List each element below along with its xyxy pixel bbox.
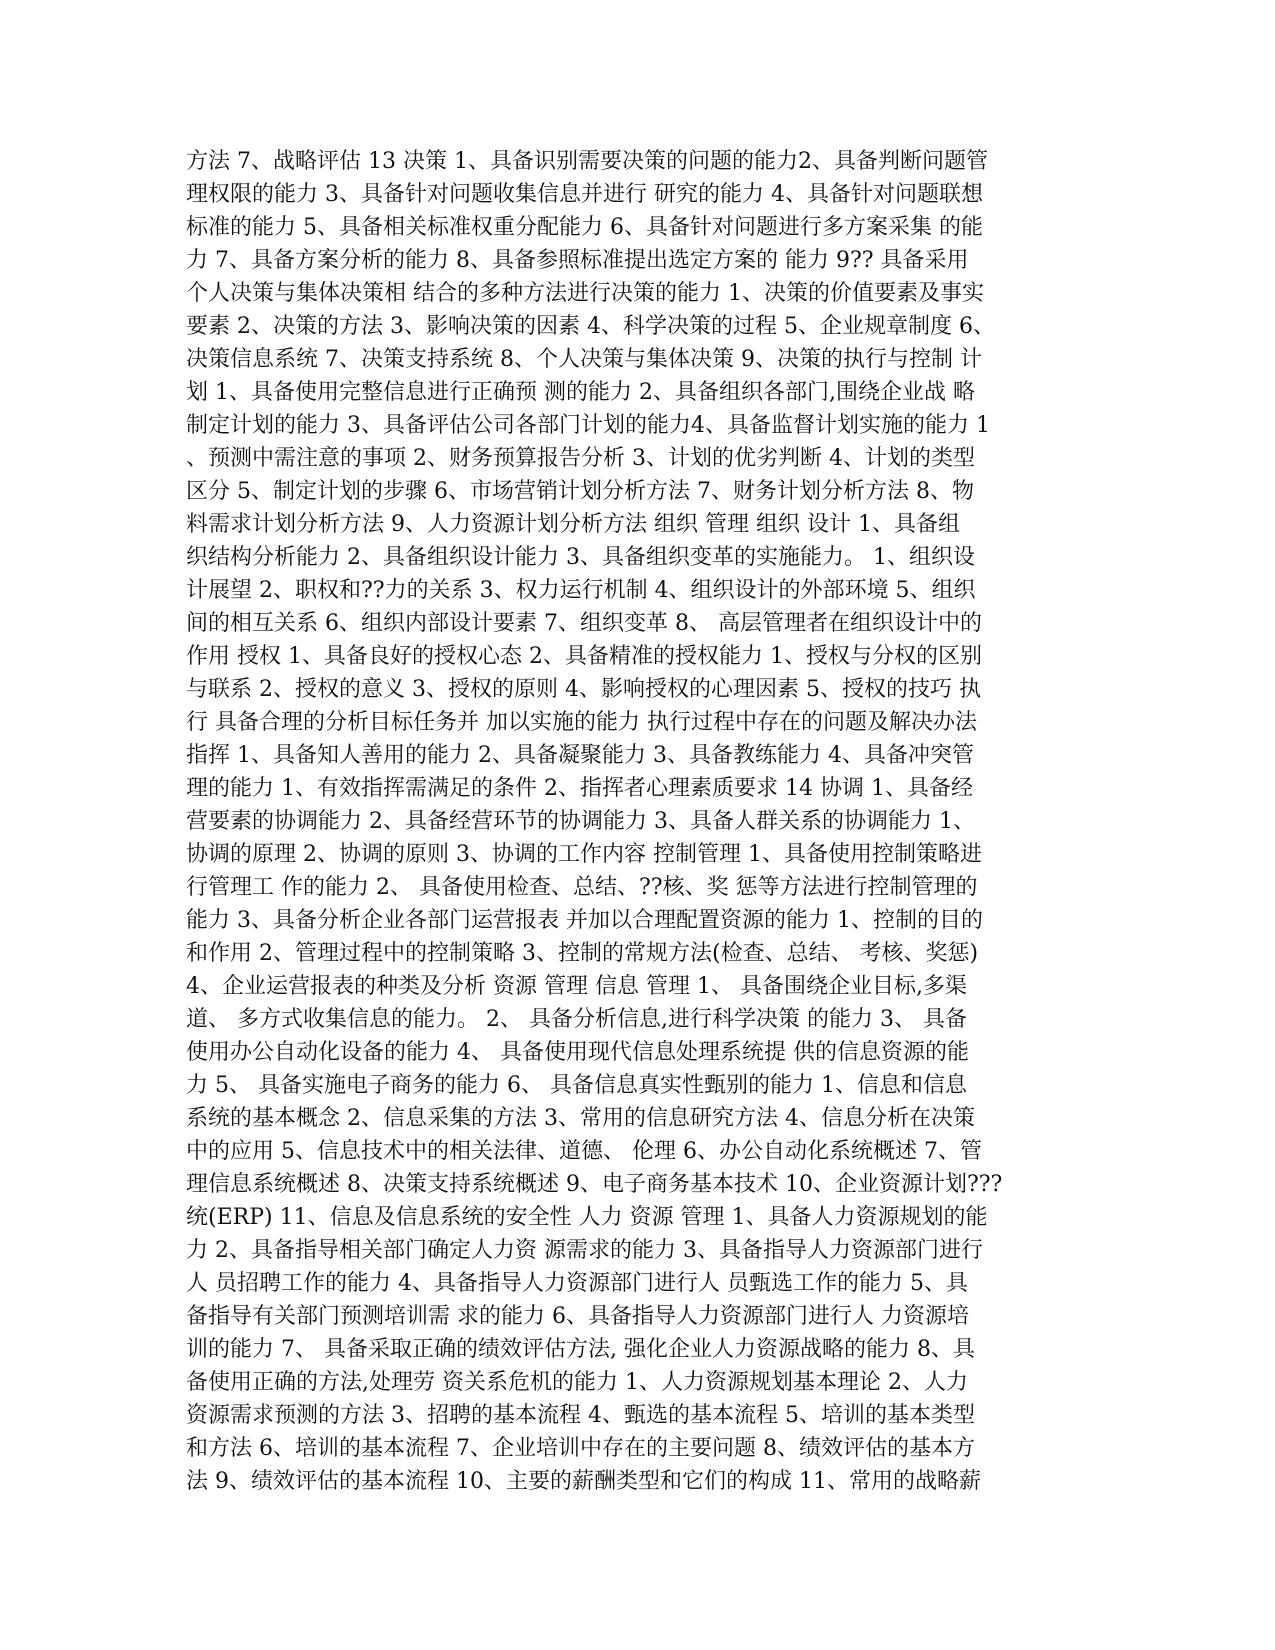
text-line: 作用 授权 1、具备良好的授权心态 2、具备精准的授权能力 1、授权与分权的区别 bbox=[186, 644, 982, 669]
text-line: 使用办公自动化设备的能力 4、 具备使用现代信息处理系统提 供的信息资源的能 bbox=[186, 1040, 969, 1065]
text-line: 间的相互关系 6、组织内部设计要素 7、组织变革 8、 高层管理者在组织设计中的 bbox=[186, 611, 982, 636]
text-line: 协调的原理 2、协调的原则 3、协调的工作内容 控制管理 1、具备使用控制策略进 bbox=[186, 842, 982, 867]
text-line: 和作用 2、管理过程中的控制策略 3、控制的常规方法(检查、总结、 考核、奖惩) bbox=[186, 941, 979, 966]
text-line: 决策信息系统 7、决策支持系统 8、个人决策与集体决策 9、决策的执行与控制 计 bbox=[186, 347, 982, 372]
text-line: 标准的能力 5、具备相关标准权重分配能力 6、具备针对问题进行多方案采集 的能 bbox=[186, 215, 983, 240]
text-line: 区分 5、制定计划的步骤 6、市场营销计划分析方法 7、财务计划分析方法 8、物 bbox=[186, 479, 974, 504]
text-line: 力 2、具备指导相关部门确定人力资 源需求的能力 3、具备指导人力资源部门进行 bbox=[186, 1238, 983, 1263]
text-line: 4、企业运营报表的种类及分析 资源 管理 信息 管理 1、 具备围绕企业目标,多渠 bbox=[186, 974, 967, 999]
text-line: 道、 多方式收集信息的能力。 2、 具备分析信息,进行科学决策 的能力 3、 具备 bbox=[186, 1007, 967, 1032]
text-line: 资源需求预测的方法 3、招聘的基本流程 4、甄选的基本流程 5、培训的基本类型 bbox=[186, 1403, 975, 1428]
text-line: 力 5、 具备实施电子商务的能力 6、 具备信息真实性甄别的能力 1、信息和信息 bbox=[186, 1073, 967, 1098]
text-line: 料需求计划分析方法 9、人力资源计划分析方法 组织 管理 组织 设计 1、具备组 bbox=[186, 512, 960, 537]
text-line: 能力 3、具备分析企业各部门运营报表 并加以合理配置资源的能力 1、控制的目的 bbox=[186, 908, 983, 933]
text-line: 备指导有关部门预测培训需 求的能力 6、具备指导人力资源部门进行人 力资源培 bbox=[186, 1304, 969, 1329]
text-line: 织结构分析能力 2、具备组织设计能力 3、具备组织变革的实施能力。 1、组织设 bbox=[186, 545, 975, 570]
text-line: 划 1、具备使用完整信息进行正确预 测的能力 2、具备组织各部门,围绕企业战 略 bbox=[186, 380, 975, 405]
text-line: 要素 2、决策的方法 3、影响决策的因素 4、科学决策的过程 5、企业规章制度 6、 bbox=[186, 314, 995, 339]
text-line: 人 员招聘工作的能力 4、具备指导人力资源部门进行人 员甄选工作的能力 5、具 bbox=[186, 1271, 968, 1296]
text-line: 与联系 2、授权的意义 3、授权的原则 4、影响授权的心理因素 5、授权的技巧 执 bbox=[186, 677, 981, 702]
body-text bbox=[186, 145, 1086, 1498]
text-line: 指挥 1、具备知人善用的能力 2、具备凝聚能力 3、具备教练能力 4、具备冲突管 bbox=[186, 743, 974, 768]
text-line: 营要素的协调能力 2、具备经营环节的协调能力 3、具备人群关系的协调能力 1、 bbox=[186, 809, 975, 834]
text-line: 理信息系统概述 8、决策支持系统概述 9、电子商务基本技术 10、企业资源计划??? bbox=[186, 1172, 1003, 1197]
text-line: 个人决策与集体决策相 结合的多种方法进行决策的能力 1、决策的价值要素及事实 bbox=[186, 281, 984, 306]
text-line: 备使用正确的方法,处理劳 资关系危机的能力 1、人力资源规划基本理论 2、人力 bbox=[186, 1370, 968, 1395]
text-line: 、预测中需注意的事项 2、财务预算报告分析 3、计划的优劣判断 4、计划的类型 bbox=[186, 446, 975, 471]
text-line: 力 7、具备方案分析的能力 8、具备参照标准提出选定方案的 能力 9?? 具备采用 bbox=[186, 248, 969, 273]
text-line: 理的能力 1、有效指挥需满足的条件 2、指挥者心理素质要求 14 协调 1、具备经 bbox=[186, 776, 973, 801]
text-line: 统(ERP) 11、信息及信息系统的安全性 人力 资源 管理 1、具备人力资源规划的能 bbox=[186, 1205, 988, 1230]
text-line: 行管理工 作的能力 2、 具备使用检查、总结、??核、奖 惩等方法进行控制管理的 bbox=[186, 875, 978, 900]
text-line: 系统的基本概念 2、信息采集的方法 3、常用的信息研究方法 4、信息分析在决策 bbox=[186, 1106, 975, 1131]
text-line: 法 9、绩效评估的基本流程 10、主要的薪酬类型和它们的构成 11、常用的战略薪 bbox=[186, 1469, 981, 1494]
text-line: 训的能力 7、 具备采取正确的绩效评估方法, 强化企业人力资源战略的能力 8、具 bbox=[186, 1337, 975, 1362]
text-line: 和方法 6、培训的基本流程 7、企业培训中存在的主要问题 8、绩效评估的基本方 bbox=[186, 1436, 975, 1461]
text-line: 计展望 2、职权和??力的关系 3、权力运行机制 4、组织设计的外部环境 5、组织 bbox=[186, 578, 976, 603]
text-line: 行 具备合理的分析目标任务并 加以实施的能力 执行过程中存在的问题及解决办法 bbox=[186, 710, 977, 735]
text-line: 中的应用 5、信息技术中的相关法律、道德、 伦理 6、办公自动化系统概述 7、管 bbox=[186, 1139, 982, 1164]
text-line: 方法 7、战略评估 13 决策 1、具备识别需要决策的问题的能力2、具备判断问题管 bbox=[186, 149, 988, 174]
text-line: 理权限的能力 3、具备针对问题收集信息并进行 研究的能力 4、具备针对问题联想 bbox=[186, 182, 983, 207]
text-line: 制定计划的能力 3、具备评估公司各部门计划的能力4、具备监督计划实施的能力 1 bbox=[186, 413, 990, 438]
